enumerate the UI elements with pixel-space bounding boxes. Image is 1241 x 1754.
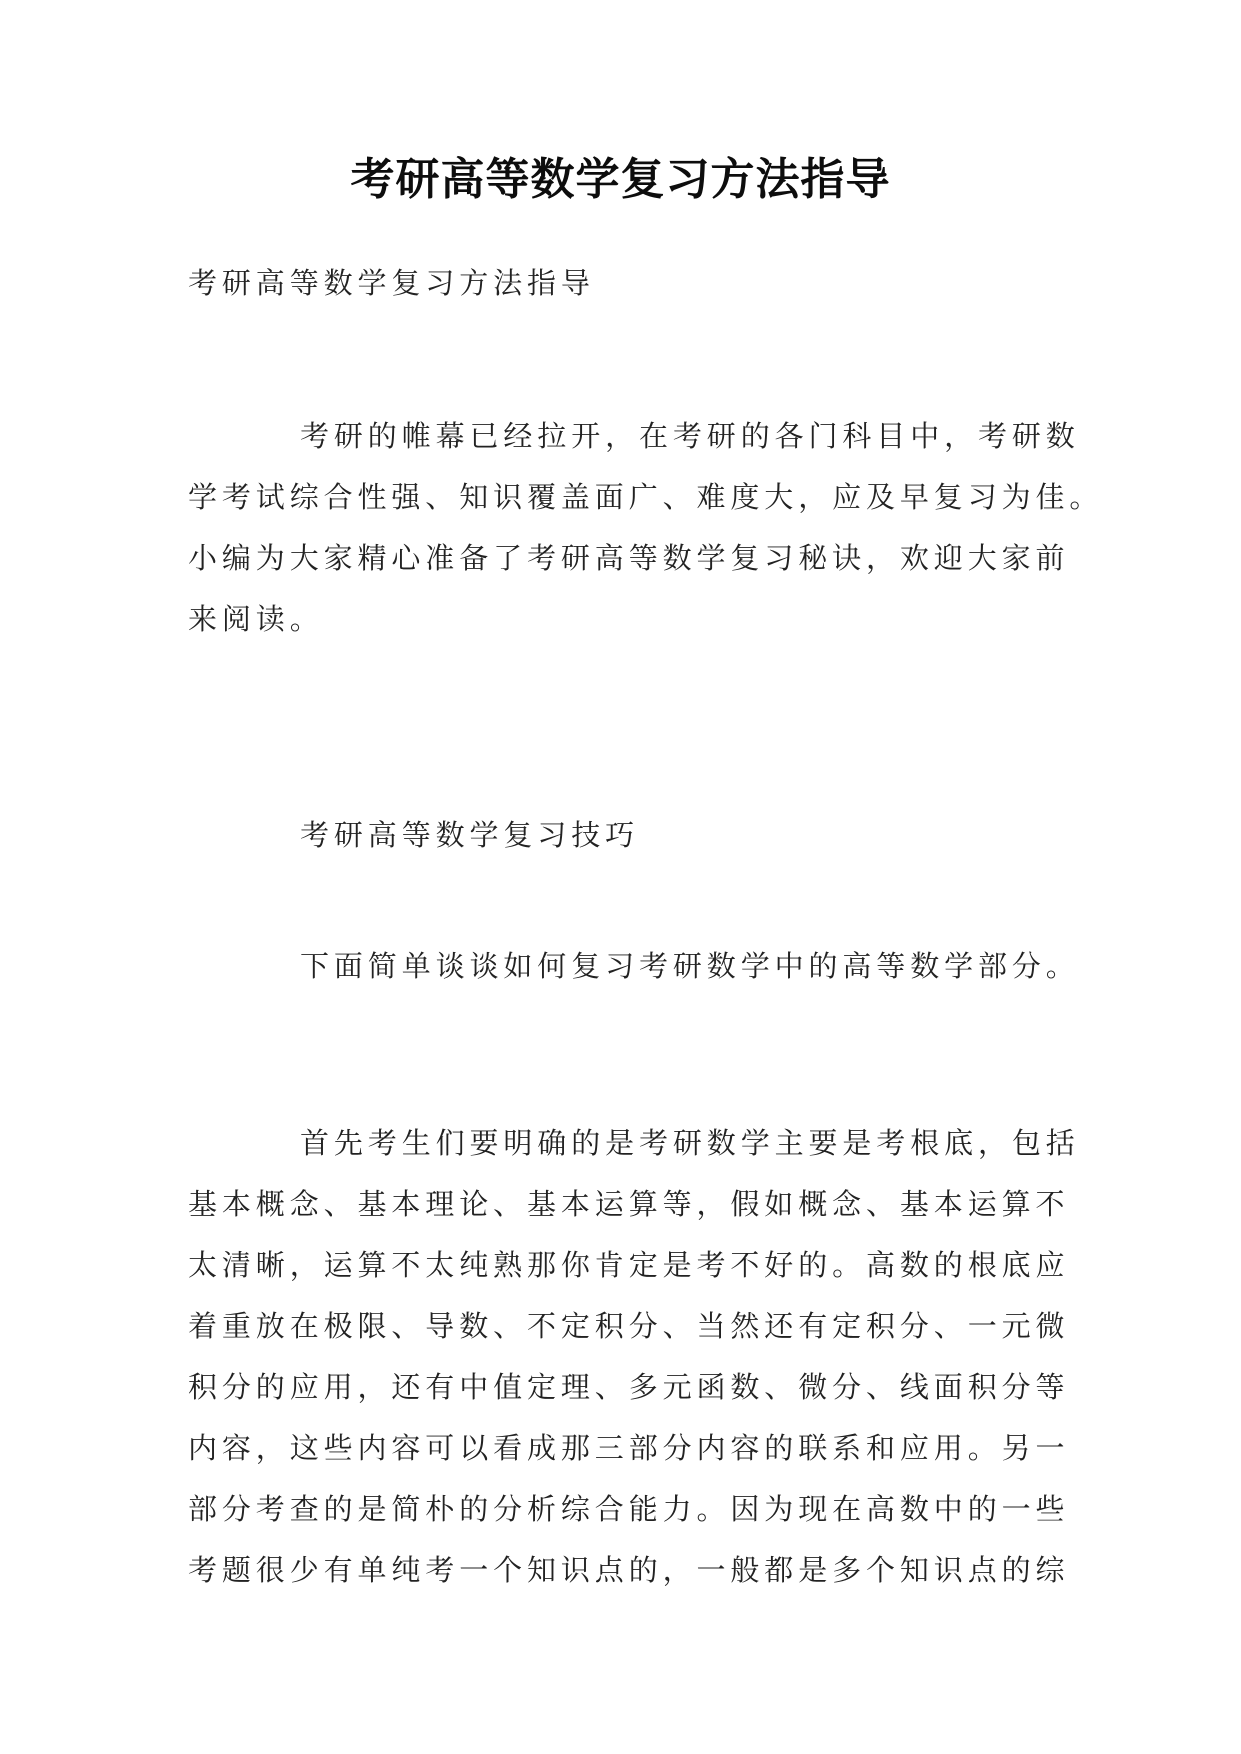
paragraph-line: 积分的应用，还有中值定理、多元函数、微分、线面积分等 [188, 1370, 1070, 1404]
paragraph-line: 小编为大家精心准备了考研高等数学复习秘诀，欢迎大家前 [188, 541, 1070, 575]
document-title: 考研高等数学复习方法指导 [350, 154, 891, 205]
paragraph-line: 内容，这些内容可以看成那三部分内容的联系和应用。另一 [188, 1431, 1070, 1465]
intro-paragraph [188, 406, 1103, 650]
paragraph-line: 太清晰，运算不太纯熟那你肯定是考不好的。高数的根底应 [188, 1248, 1070, 1282]
paragraph-line: 下面简单谈谈如何复习考研数学中的高等数学部分。 [300, 949, 1080, 983]
document-subtitle [188, 253, 595, 314]
section-heading [188, 805, 639, 866]
paragraph-line: 学考试综合性强、知识覆盖面广、难度大，应及早复习为佳。 [188, 480, 1104, 514]
subtitle-line: 考研高等数学复习方法指导 [188, 266, 595, 300]
paragraph-line: 来阅读。 [188, 602, 324, 636]
paragraph-line: 首先考生们要明确的是考研数学主要是考根底，包括 [300, 1126, 1080, 1160]
paragraph-line: 考题很少有单纯考一个知识点的，一般都是多个知识点的综 [188, 1553, 1070, 1587]
paragraph-line: 着重放在极限、导数、不定积分、当然还有定积分、一元微 [188, 1309, 1070, 1343]
lead-paragraph [188, 936, 1080, 997]
body-paragraph [188, 1113, 1080, 1601]
section-heading-text: 考研高等数学复习技巧 [300, 818, 640, 852]
paragraph-line: 部分考查的是简朴的分析综合能力。因为现在高数中的一些 [188, 1492, 1070, 1526]
paragraph-line: 基本概念、基本理论、基本运算等，假如概念、基本运算不 [188, 1187, 1070, 1221]
paragraph-line: 考研的帷幕已经拉开，在考研的各门科目中，考研数 [300, 419, 1080, 453]
